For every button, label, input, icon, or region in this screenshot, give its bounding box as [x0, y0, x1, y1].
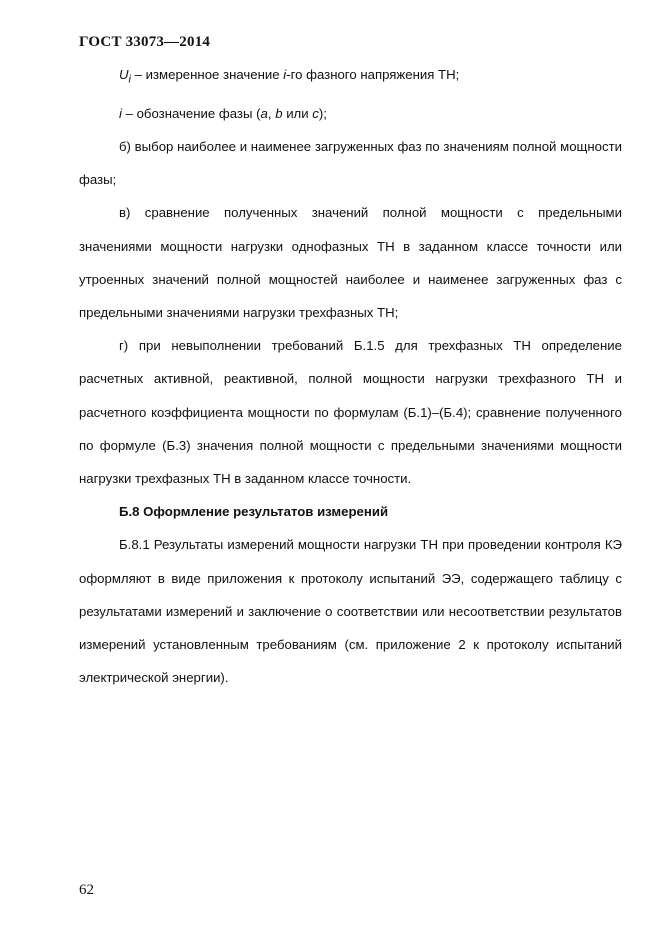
paragraph-b-8-1: Б.8.1 Результаты измерений мощности нагрузки ТН при проведении контроля КЭ оформляют в виде приложения к протоколу испытаний ЭЭ, содержащего таблицу с результатами измерений и заключение о соответствии или несоответствии результатов измерений установленным требованиям (см. приложение 2 к протоколу испытаний электрической энергии). — [79, 537, 622, 686]
subscript-i: i — [128, 73, 131, 86]
variable-i: i — [119, 105, 122, 121]
paragraph-item-b: б) выбор наиболее и наименее загруженных фаз по значениям полной мощности фазы; — [79, 139, 622, 188]
paragraph-ui-definition — [79, 58, 622, 97]
paragraph-text: – обозначение фазы ( — [121, 105, 261, 121]
separator: , — [267, 105, 276, 121]
variable-i: i — [283, 67, 287, 82]
paragraph-item-g: г) при невыполнении требований Б.1.5 для трехфазных ТН определение расчетных активной, реактивной, полной мощности нагрузки трехфазного ТН и расчетного коэффициента мощности по формулам (Б.1)–(Б.4); сравнение полученного по формуле (Б.3) значения полной мощности с предельными значениями мощности нагрузки трехфазных ТН в заданном классе точности. — [79, 338, 622, 487]
page-number: 62 — [79, 882, 94, 898]
document-header: ГОСТ 33073—2014 — [79, 34, 211, 50]
variable-u: U — [119, 67, 129, 82]
phase-b: b — [275, 105, 283, 121]
section-heading: Б.8 Оформление результатов измерений — [119, 504, 389, 520]
separator: или — [282, 105, 313, 121]
phase-a: a — [260, 105, 268, 121]
paragraph-item-v: в) сравнение полученных значений полной мощности с предельными значениями мощности нагрузки однофазных ТН в заданном классе точности или утроенных значений полной мощностей наиболее и наименее загруженных фаз с предельными значениями нагрузки трехфазных ТН; — [79, 205, 622, 321]
document-body — [79, 58, 622, 695]
paragraph-text: – измеренное значение — [130, 67, 284, 82]
phase-c: c — [312, 105, 319, 121]
paragraph-end: ); — [318, 105, 327, 121]
paragraph-text: -го фазного напряжения ТН; — [286, 67, 460, 82]
paragraph-i-definition — [79, 97, 622, 130]
